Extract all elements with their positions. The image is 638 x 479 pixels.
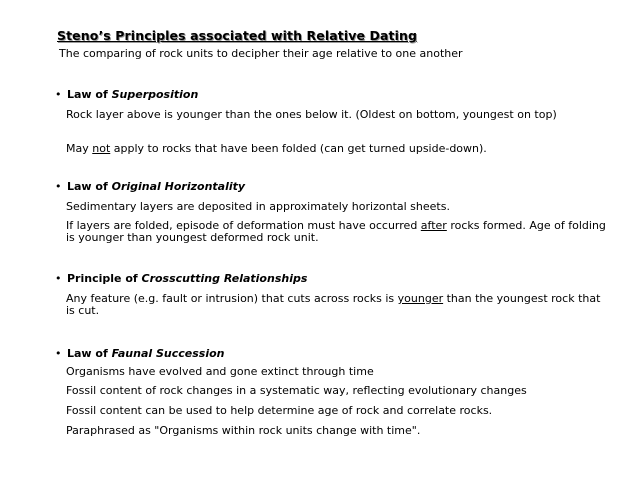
bullet-icon: • [55,88,62,101]
law-faunal-succession-line-3 [66,405,606,417]
bullet-icon: • [55,272,62,285]
law-name: Superposition [111,88,199,101]
line-text: Organisms have evolved and gone extinct through time [66,365,374,378]
line-text: Fossil content can be used to help determine age of rock and correlate rocks. [66,404,493,417]
bullet-icon: • [55,180,62,193]
law-name: Original Horizontality [111,180,246,193]
line-text: Paraphrased as "Organisms within rock units change with time". [66,424,421,437]
law-name: Crosscutting Relationships [141,272,308,285]
line-text: Fossil content of rock changes in a systematic way, reflecting evolutionary changes [66,384,527,397]
bullet-icon: • [55,347,62,360]
law-prefix: Law of [67,180,112,193]
law-superposition-line-2 [66,143,606,155]
law-faunal-succession-line-4 [66,425,606,437]
law-original-horizontality-line-2 [66,220,606,244]
principle-crosscutting-line-1 [66,293,606,317]
law-faunal-succession-line-1 [66,366,606,378]
line-text: Sedimentary layers are deposited in approximately horizontal sheets. [66,200,450,213]
page-subtitle: The comparing of rock units to decipher their age relative to one another [59,47,463,60]
line-text: than the youngest rock that is cut. [66,292,601,317]
law-superposition-line-1 [66,109,606,121]
line-text: rocks formed. Age of folding is younger than youngest deformed rock unit. [66,219,606,244]
line-text: Any feature (e.g. fault or intrusion) that cuts across rocks is [66,292,398,305]
line-text: May [66,142,93,155]
law-original-horizontality-line-1 [66,201,606,213]
law-faunal-succession-heading [55,347,224,360]
line-text: If layers are folded, episode of deformation must have occurred [66,219,421,232]
underlined-text: after [420,219,447,232]
page-title: Steno’s Principles associated with Relative Dating [57,28,418,43]
underlined-text: not [92,142,111,155]
law-original-horizontality-heading [55,180,245,193]
law-name: Faunal Succession [111,347,225,360]
law-prefix: Principle of [67,272,142,285]
underlined-text: younger [397,292,444,305]
law-faunal-succession-line-2 [66,385,606,397]
law-prefix: Law of [67,347,112,360]
line-text: apply to rocks that have been folded (can get turned upside-down). [110,142,487,155]
principle-crosscutting-heading [55,272,307,285]
line-text: Rock layer above is younger than the ones below it. (Oldest on bottom, youngest on top) [66,108,557,121]
law-prefix: Law of [67,88,112,101]
law-superposition-heading [55,88,198,101]
